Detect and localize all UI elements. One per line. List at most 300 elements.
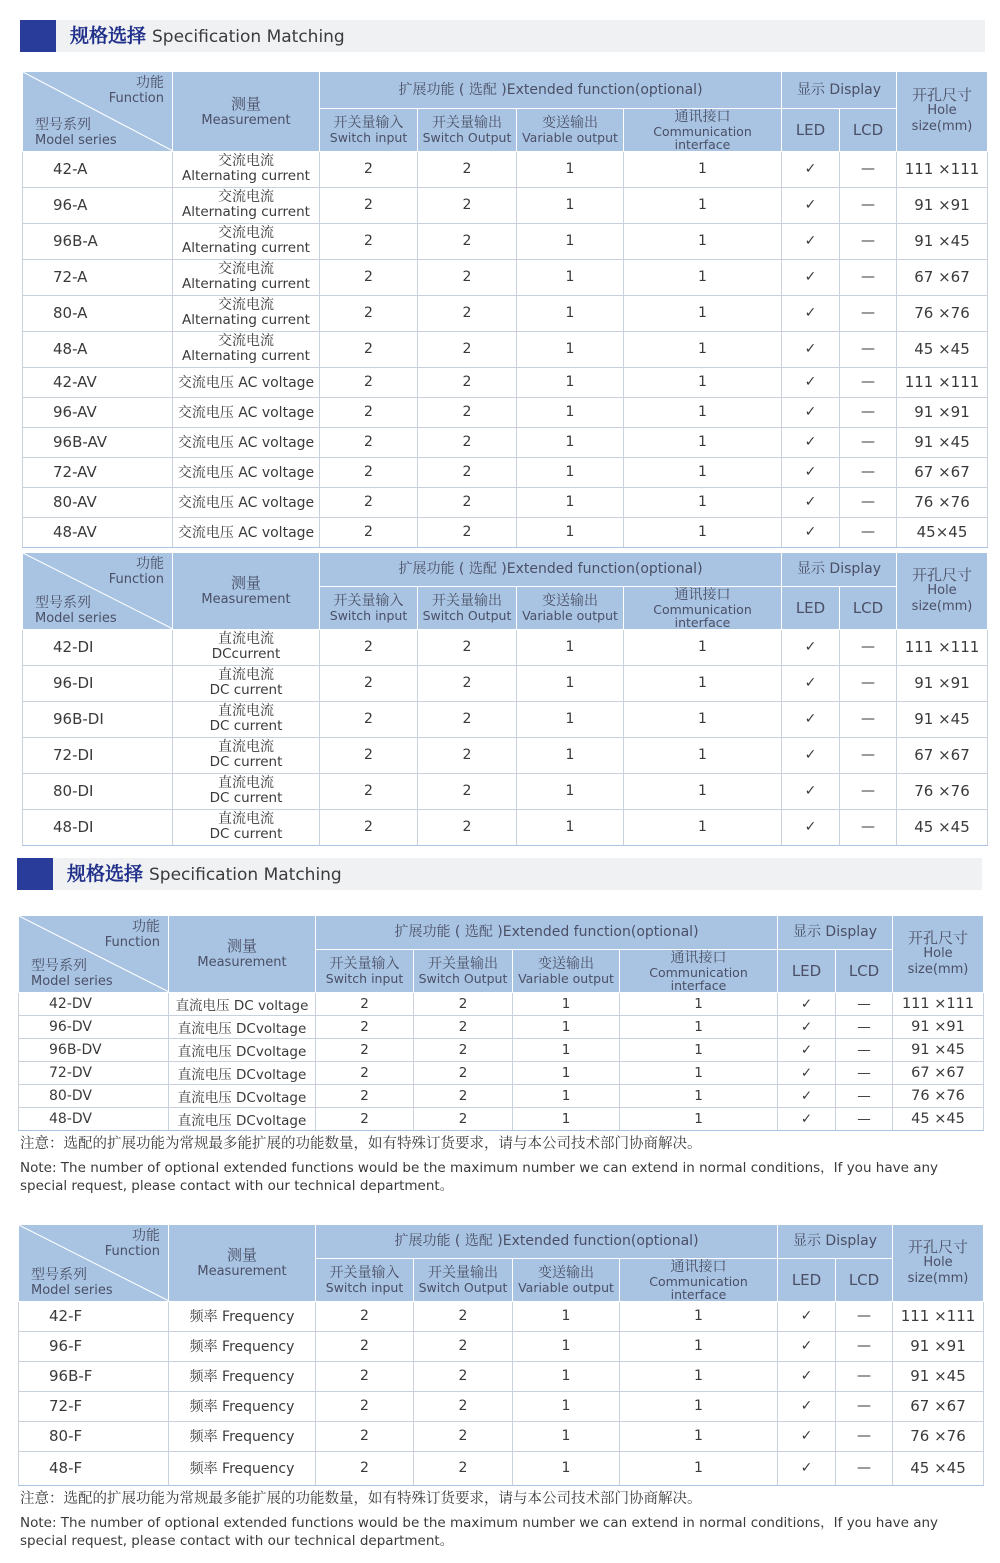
switch-input-cell: 2: [316, 1084, 414, 1107]
model-cell: 42-DV: [19, 992, 169, 1015]
led-check-icon: ✓: [778, 1107, 836, 1130]
switch-output-header: 开关量输出 Switch Output: [414, 1258, 513, 1301]
model-cell: 72-AV: [23, 457, 173, 487]
lcd-dash-cell: —: [836, 1084, 893, 1107]
lcd-dash-cell: —: [840, 701, 897, 737]
led-check-icon: ✓: [782, 487, 840, 517]
variable-output-cell: 1: [517, 457, 624, 487]
table-row: [19, 1084, 984, 1107]
measurement-header: 测量 Measurement: [169, 916, 316, 992]
switch-input-cell: 2: [316, 1451, 414, 1485]
table-row: [23, 487, 988, 517]
lcd-dash-cell: —: [840, 457, 897, 487]
variable-output-cell: 1: [513, 1421, 620, 1451]
hole-size-cell: 91 ×91: [893, 1331, 984, 1361]
comm-interface-cell: 1: [620, 1451, 778, 1485]
switch-input-cell: 2: [320, 737, 418, 773]
hole-size-cell: 91 ×45: [897, 427, 988, 457]
comm-interface-cell: 1: [624, 629, 782, 665]
comm-interface-cell: 1: [620, 1107, 778, 1130]
table-row: [19, 1451, 984, 1485]
comm-interface-cell: 1: [620, 1421, 778, 1451]
model-cell: 72-DI: [23, 737, 173, 773]
lcd-dash-cell: —: [840, 397, 897, 427]
model-cell: 48-DV: [19, 1107, 169, 1130]
hole-size-cell: 111 ×111: [897, 367, 988, 397]
table-row: [23, 331, 988, 367]
variable-output-cell: 1: [517, 223, 624, 259]
model-cell: 42-A: [23, 151, 173, 187]
switch-input-cell: 2: [316, 1301, 414, 1331]
lcd-dash-cell: —: [840, 367, 897, 397]
comm-interface-header: 通讯接口 Communication interface: [624, 108, 782, 151]
switch-output-cell: 2: [414, 992, 513, 1015]
lcd-dash-cell: —: [840, 187, 897, 223]
switch-output-cell: 2: [418, 737, 517, 773]
switch-input-cell: 2: [316, 1421, 414, 1451]
function-label: 功能: [132, 1228, 160, 1244]
comm-interface-cell: 1: [624, 367, 782, 397]
measurement-cell: 直流电压 DCvoltage: [169, 1038, 316, 1061]
measurement-cell: 频率 Frequency: [169, 1391, 316, 1421]
switch-output-header: 开关量输出 Switch Output: [418, 586, 517, 629]
comm-interface-cell: 1: [624, 295, 782, 331]
switch-input-cell: 2: [320, 701, 418, 737]
lcd-dash-cell: —: [840, 151, 897, 187]
switch-input-cell: 2: [316, 1038, 414, 1061]
switch-output-cell: 2: [418, 151, 517, 187]
comm-interface-cell: 1: [620, 1015, 778, 1038]
measurement-cell: 直流电压 DC voltage: [169, 992, 316, 1015]
table-row: [23, 151, 988, 187]
led-check-icon: ✓: [778, 1331, 836, 1361]
hole-size-cell: 45 ×45: [893, 1107, 984, 1130]
comm-interface-cell: 1: [620, 1084, 778, 1107]
switch-output-cell: 2: [418, 397, 517, 427]
hole-size-cell: 76 ×76: [893, 1421, 984, 1451]
switch-output-cell: 2: [418, 809, 517, 845]
measurement-cell: 交流电流 Alternating current: [173, 187, 320, 223]
model-function-header: [23, 553, 173, 629]
accent-square-icon: [17, 858, 53, 890]
measurement-cell: 直流电流 DCcurrent: [173, 629, 320, 665]
note-1: [20, 1135, 985, 1195]
lcd-dash-cell: —: [840, 773, 897, 809]
table-row: [19, 992, 984, 1015]
variable-output-cell: 1: [517, 187, 624, 223]
hole-size-cell: 67 ×67: [893, 1061, 984, 1084]
hole-size-header: 开孔尺寸 Hole size(mm): [893, 916, 984, 992]
model-cell: 72-DV: [19, 1061, 169, 1084]
variable-output-cell: 1: [517, 427, 624, 457]
model-cell: 96B-DV: [19, 1038, 169, 1061]
measurement-cell: 交流电流 Alternating current: [173, 295, 320, 331]
lcd-dash-cell: —: [836, 1421, 893, 1451]
hole-size-cell: 76 ×76: [897, 487, 988, 517]
comm-interface-header: 通讯接口 Communication interface: [620, 1258, 778, 1301]
switch-input-cell: 2: [320, 487, 418, 517]
lcd-dash-cell: —: [836, 1391, 893, 1421]
switch-output-cell: 2: [418, 367, 517, 397]
lcd-header: LCD: [840, 108, 897, 151]
lcd-dash-cell: —: [836, 1107, 893, 1130]
model-cell: 80-F: [19, 1421, 169, 1451]
display-header: 显示 Display: [778, 1225, 893, 1258]
measurement-cell: 交流电流 Alternating current: [173, 259, 320, 295]
hole-size-cell: 67 ×67: [897, 457, 988, 487]
measurement-cell: 交流电压 AC voltage: [173, 367, 320, 397]
measurement-cell: 交流电流 Alternating current: [173, 223, 320, 259]
model-cell: 48-AV: [23, 517, 173, 547]
switch-input-cell: 2: [320, 367, 418, 397]
led-header: LED: [778, 1258, 836, 1301]
lcd-dash-cell: —: [836, 1038, 893, 1061]
function-label: 功能: [136, 75, 164, 91]
comm-interface-cell: 1: [624, 427, 782, 457]
display-header: 显示 Display: [778, 916, 893, 949]
measurement-cell: 直流电压 DCvoltage: [169, 1015, 316, 1038]
led-check-icon: ✓: [782, 187, 840, 223]
comm-interface-cell: 1: [620, 1061, 778, 1084]
switch-output-cell: 2: [414, 1107, 513, 1130]
comm-interface-cell: 1: [620, 1038, 778, 1061]
extended-function-header: 扩展功能 ( 选配 )Extended function(optional): [316, 916, 778, 949]
extended-function-header: 扩展功能 ( 选配 )Extended function(optional): [320, 553, 782, 586]
lcd-dash-cell: —: [840, 809, 897, 845]
model-cell: 96-A: [23, 187, 173, 223]
switch-input-cell: 2: [320, 809, 418, 845]
table-row: [23, 665, 988, 701]
model-cell: 42-AV: [23, 367, 173, 397]
note-en: Note: The number of optional extended functions would be the maximum number we can extend in normal conditions，If you have any special request, please contact with our technical department。: [20, 1160, 939, 1194]
led-check-icon: ✓: [782, 331, 840, 367]
model-cell: 72-A: [23, 259, 173, 295]
table-row: [23, 223, 988, 259]
led-check-icon: ✓: [778, 1421, 836, 1451]
switch-input-cell: 2: [316, 1107, 414, 1130]
measurement-header: 测量 Measurement: [169, 1225, 316, 1301]
switch-input-cell: 2: [316, 1061, 414, 1084]
lcd-dash-cell: —: [840, 223, 897, 259]
measurement-header: 测量 Measurement: [173, 553, 320, 629]
variable-output-cell: 1: [517, 773, 624, 809]
measurement-cell: 频率 Frequency: [169, 1361, 316, 1391]
switch-output-cell: 2: [418, 187, 517, 223]
table-row: [23, 701, 988, 737]
measurement-cell: 直流电流 DC current: [173, 737, 320, 773]
table-row: [19, 1107, 984, 1130]
comm-interface-header: 通讯接口 Communication interface: [620, 949, 778, 992]
model-cell: 72-F: [19, 1391, 169, 1421]
lcd-header: LCD: [840, 586, 897, 629]
led-check-icon: ✓: [782, 737, 840, 773]
spec-table: [22, 553, 988, 846]
led-check-icon: ✓: [782, 701, 840, 737]
variable-output-cell: 1: [517, 397, 624, 427]
measurement-cell: 直流电流 DC current: [173, 773, 320, 809]
lcd-dash-cell: —: [836, 1015, 893, 1038]
switch-output-cell: 2: [418, 773, 517, 809]
table-row: [23, 457, 988, 487]
variable-output-cell: 1: [517, 331, 624, 367]
switch-input-cell: 2: [316, 1391, 414, 1421]
led-check-icon: ✓: [782, 223, 840, 259]
measurement-cell: 频率 Frequency: [169, 1331, 316, 1361]
model-label: 型号系列: [31, 957, 87, 974]
comm-interface-cell: 1: [624, 701, 782, 737]
switch-output-cell: 2: [418, 665, 517, 701]
measurement-cell: 交流电压 AC voltage: [173, 397, 320, 427]
measurement-cell: 直流电流 DC current: [173, 665, 320, 701]
comm-interface-cell: 1: [624, 809, 782, 845]
hole-size-cell: 91 ×45: [897, 701, 988, 737]
table-row: [19, 1015, 984, 1038]
table-row: [23, 427, 988, 457]
led-check-icon: ✓: [778, 1061, 836, 1084]
hole-size-cell: 111 ×111: [893, 992, 984, 1015]
model-label: 型号系列: [35, 116, 91, 133]
hole-size-cell: 111 ×111: [897, 151, 988, 187]
switch-input-cell: 2: [320, 397, 418, 427]
variable-output-cell: 1: [513, 1061, 620, 1084]
variable-output-header: 变送输出 Variable output: [513, 1258, 620, 1301]
lcd-dash-cell: —: [840, 665, 897, 701]
table-row: [23, 367, 988, 397]
table-row: [23, 809, 988, 845]
led-check-icon: ✓: [778, 1084, 836, 1107]
switch-output-header: 开关量输出 Switch Output: [418, 108, 517, 151]
variable-output-cell: 1: [513, 1038, 620, 1061]
variable-output-header: 变送输出 Variable output: [513, 949, 620, 992]
measurement-cell: 直流电压 DCvoltage: [169, 1107, 316, 1130]
led-header: LED: [778, 949, 836, 992]
note-zh: 注意：选配的扩展功能为常规最多能扩展的功能数量，如有特殊订货要求，请与本公司技术部门协商解决。: [20, 1136, 702, 1152]
variable-output-cell: 1: [517, 151, 624, 187]
switch-input-cell: 2: [316, 1331, 414, 1361]
spec-table: [22, 72, 988, 548]
spec-table: [18, 1225, 984, 1486]
led-check-icon: ✓: [782, 457, 840, 487]
function-label: 功能: [136, 556, 164, 572]
note-en: Note: The number of optional extended functions would be the maximum number we can extend in normal conditions，If you have any special request, please contact with our technical department。: [20, 1515, 939, 1549]
table-row: [23, 397, 988, 427]
led-check-icon: ✓: [782, 665, 840, 701]
extended-function-header: 扩展功能 ( 选配 )Extended function(optional): [316, 1225, 778, 1258]
switch-input-cell: 2: [316, 1015, 414, 1038]
comm-interface-header: 通讯接口 Communication interface: [624, 586, 782, 629]
comm-interface-cell: 1: [624, 397, 782, 427]
model-cell: 42-DI: [23, 629, 173, 665]
switch-input-cell: 2: [320, 629, 418, 665]
switch-input-header: 开关量输入 Switch input: [316, 949, 414, 992]
hole-size-cell: 91 ×91: [893, 1015, 984, 1038]
hole-size-cell: 91 ×45: [893, 1038, 984, 1061]
comm-interface-cell: 1: [620, 1301, 778, 1331]
hole-size-cell: 45 ×45: [897, 809, 988, 845]
comm-interface-cell: 1: [624, 487, 782, 517]
lcd-dash-cell: —: [840, 737, 897, 773]
switch-input-cell: 2: [320, 223, 418, 259]
lcd-dash-cell: —: [840, 427, 897, 457]
led-check-icon: ✓: [782, 151, 840, 187]
switch-input-cell: 2: [320, 427, 418, 457]
variable-output-cell: 1: [517, 629, 624, 665]
variable-output-cell: 1: [517, 737, 624, 773]
model-label-en: Model series: [31, 1282, 113, 1298]
model-cell: 96B-A: [23, 223, 173, 259]
variable-output-cell: 1: [517, 259, 624, 295]
led-header: LED: [782, 586, 840, 629]
hole-size-cell: 45×45: [897, 517, 988, 547]
lcd-header: LCD: [836, 1258, 893, 1301]
table-row: [23, 295, 988, 331]
comm-interface-cell: 1: [624, 187, 782, 223]
hole-size-cell: 76 ×76: [897, 773, 988, 809]
table-row: [23, 259, 988, 295]
hole-size-cell: 45 ×45: [893, 1451, 984, 1485]
display-header: 显示 Display: [782, 553, 897, 586]
led-check-icon: ✓: [782, 259, 840, 295]
variable-output-cell: 1: [517, 487, 624, 517]
led-check-icon: ✓: [778, 1451, 836, 1485]
hole-size-cell: 91 ×91: [897, 665, 988, 701]
function-label-en: Function: [108, 91, 164, 106]
led-check-icon: ✓: [782, 809, 840, 845]
lcd-dash-cell: —: [840, 295, 897, 331]
switch-output-cell: 2: [414, 1421, 513, 1451]
led-check-icon: ✓: [778, 992, 836, 1015]
function-label: 功能: [132, 919, 160, 935]
comm-interface-cell: 1: [624, 223, 782, 259]
model-cell: 80-A: [23, 295, 173, 331]
extended-function-header: 扩展功能 ( 选配 )Extended function(optional): [320, 72, 782, 108]
switch-output-cell: 2: [414, 1061, 513, 1084]
variable-output-cell: 1: [513, 1391, 620, 1421]
lcd-dash-cell: —: [836, 1331, 893, 1361]
switch-input-cell: 2: [320, 187, 418, 223]
comm-interface-cell: 1: [624, 457, 782, 487]
table-row: [23, 629, 988, 665]
model-cell: 80-DV: [19, 1084, 169, 1107]
switch-output-cell: 2: [414, 1038, 513, 1061]
comm-interface-cell: 1: [624, 665, 782, 701]
lcd-dash-cell: —: [836, 1451, 893, 1485]
switch-output-cell: 2: [414, 1391, 513, 1421]
accent-square-icon: [20, 20, 56, 52]
comm-interface-cell: 1: [620, 1391, 778, 1421]
lcd-dash-cell: —: [836, 1361, 893, 1391]
note-2: [20, 1490, 985, 1550]
model-cell: 48-F: [19, 1451, 169, 1485]
variable-output-cell: 1: [517, 701, 624, 737]
variable-output-cell: 1: [513, 1084, 620, 1107]
table-row: [19, 1361, 984, 1391]
comm-interface-cell: 1: [624, 151, 782, 187]
measurement-cell: 频率 Frequency: [169, 1451, 316, 1485]
hole-size-header: 开孔尺寸 Hole size(mm): [897, 553, 988, 629]
hole-size-cell: 67 ×67: [897, 737, 988, 773]
switch-output-cell: 2: [414, 1361, 513, 1391]
model-label: 型号系列: [35, 594, 91, 611]
table-row: [19, 1301, 984, 1331]
switch-input-cell: 2: [320, 259, 418, 295]
measurement-cell: 交流电流 Alternating current: [173, 331, 320, 367]
switch-output-header: 开关量输出 Switch Output: [414, 949, 513, 992]
measurement-cell: 频率 Frequency: [169, 1421, 316, 1451]
hole-size-cell: 91 ×45: [897, 223, 988, 259]
hole-size-cell: 45 ×45: [897, 331, 988, 367]
led-check-icon: ✓: [778, 1301, 836, 1331]
model-cell: 96-DV: [19, 1015, 169, 1038]
table-row: [19, 1391, 984, 1421]
display-header: 显示 Display: [782, 72, 897, 108]
led-check-icon: ✓: [782, 295, 840, 331]
switch-output-cell: 2: [418, 487, 517, 517]
switch-output-cell: 2: [414, 1451, 513, 1485]
variable-output-cell: 1: [513, 992, 620, 1015]
lcd-dash-cell: —: [836, 1301, 893, 1331]
table-row: [19, 1331, 984, 1361]
hole-size-cell: 67 ×67: [897, 259, 988, 295]
measurement-cell: 交流电流 Alternating current: [173, 151, 320, 187]
switch-input-cell: 2: [316, 1361, 414, 1391]
measurement-cell: 频率 Frequency: [169, 1301, 316, 1331]
model-cell: 80-DI: [23, 773, 173, 809]
hole-size-cell: 91 ×91: [897, 397, 988, 427]
variable-output-cell: 1: [517, 809, 624, 845]
switch-input-header: 开关量输入 Switch input: [320, 108, 418, 151]
comm-interface-cell: 1: [624, 331, 782, 367]
lcd-dash-cell: —: [836, 992, 893, 1015]
led-check-icon: ✓: [778, 1361, 836, 1391]
switch-output-cell: 2: [418, 701, 517, 737]
model-cell: 96-F: [19, 1331, 169, 1361]
measurement-cell: 交流电压 AC voltage: [173, 487, 320, 517]
led-check-icon: ✓: [778, 1038, 836, 1061]
hole-size-cell: 91 ×91: [897, 187, 988, 223]
led-check-icon: ✓: [782, 397, 840, 427]
switch-input-header: 开关量输入 Switch input: [316, 1258, 414, 1301]
led-check-icon: ✓: [782, 427, 840, 457]
switch-input-cell: 2: [320, 665, 418, 701]
variable-output-cell: 1: [513, 1015, 620, 1038]
lcd-header: LCD: [836, 949, 893, 992]
comm-interface-cell: 1: [624, 517, 782, 547]
model-function-header: [19, 1225, 169, 1301]
led-check-icon: ✓: [782, 629, 840, 665]
model-label: 型号系列: [31, 1266, 87, 1283]
hole-size-header: 开孔尺寸 Hole size(mm): [893, 1225, 984, 1301]
switch-output-cell: 2: [414, 1084, 513, 1107]
section-title: 规格选择 Specification Matching: [67, 863, 342, 885]
model-function-header: [23, 72, 173, 151]
model-cell: 42-F: [19, 1301, 169, 1331]
lcd-dash-cell: —: [840, 331, 897, 367]
variable-output-cell: 1: [517, 295, 624, 331]
model-cell: 96-AV: [23, 397, 173, 427]
comm-interface-cell: 1: [624, 259, 782, 295]
variable-output-cell: 1: [513, 1107, 620, 1130]
measurement-cell: 直流电流 DC current: [173, 809, 320, 845]
section-title: 规格选择 Specification Matching: [70, 25, 345, 47]
switch-input-cell: 2: [320, 151, 418, 187]
table-row: [19, 1421, 984, 1451]
model-cell: 96B-AV: [23, 427, 173, 457]
function-label-en: Function: [108, 572, 164, 587]
hole-size-header: 开孔尺寸 Hole size(mm): [897, 72, 988, 151]
switch-input-cell: 2: [320, 457, 418, 487]
model-function-header: [19, 916, 169, 992]
